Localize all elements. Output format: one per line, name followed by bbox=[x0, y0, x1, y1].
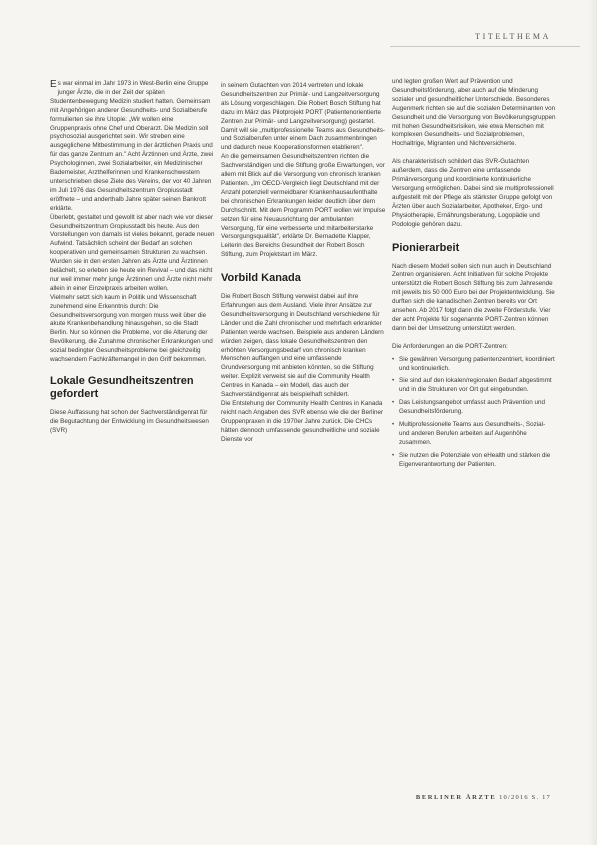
paragraph: An die gemeinsamen Gesundheitszentren richten die Sachverständigen und die Stiftung große Erwartungen, vor allem mit Blick auf die Versorgung von chronisch kranken Patienten. „Im OECD-Vergleich liegt Deutschland mit der Anzahl potenziell vermeidbarer Krankenhausaufenthalte bei chronischen Erkrankungen leider deutlich über dem Durchschnitt. Mit dem Programm PORT wollen wir Impulse setzen für eine Neuausrichtung der ambulanten Versorgung, für eine verbesserte und mitarbeiterstarke Versorgungsqualität", erklärte Dr. Bernadette Klapper, Leiterin des Bereichs Gesundheit der Robert Bosch Stiftung, zum Projektstart im März. bbox=[221, 153, 386, 259]
section-rubric: TITELTHEMA bbox=[475, 32, 551, 41]
issue-page: 10/2016 S. 17 bbox=[499, 794, 551, 801]
paragraph: Die Anforderungen an die PORT-Zentren: bbox=[392, 342, 508, 350]
paragraph: in seinem Gutachten von 2014 vertreten und lokale Gesundheitszentren zur Primär- und Langzeitversorgung als Lösung vorgeschlagen. Die Robert Bosch Stiftung hat dazu im März das Pilotprojekt PORT (Patientenorientierte Zentren zur Primär- und Langzeitversorgung) gestartet. Damit will sie „multiprofessionelle Teams aus Gesundheits- und Sozialberufen unter einem Dach zusammenbringen und dadurch neue Kooperationsformen etablieren". bbox=[221, 82, 386, 152]
column-1 bbox=[50, 80, 215, 436]
paragraph: Die Robert Bosch Stiftung verweist dabei auf ihre Erfahrungen aus dem Ausland. Viele ihrer Ansätze zur Gesundheitsversorgung in Deutschland verschiedene für Länder und die Zahl chronischer und mehrfach erkrankter Patienten werde wachsen. Beispiele aus anderen Ländern würden zeigen, dass lokale Gesundheitszentren den erhöhten Versorgungsbedarf von chronisch kranken Menschen auffangen und eine umfassende Grundversorgung mit anbieten könnten, so die Stiftung weiter. Explizit verweist sie auf die Community Health Centres in Kanada – ein Modell, das auch der Sachverständigenrat als beispielhaft schildert. bbox=[221, 293, 384, 399]
rubric-rule bbox=[390, 46, 580, 47]
column-2 bbox=[221, 82, 386, 445]
page-edge-shadow bbox=[589, 0, 597, 845]
paragraph: Überlebt, gestaltet und gewollt ist aber nach wie vor dieser Gesundheitszentrum Gropiusstadt bis heute. Aus den Vorstellungen von damals ist vieles bekannt, gerade neuen Aufwind. Tatsächlich scheint der Bedarf an solchen kooperativen und gemeinsamen Strukturen zu wachsen. Wurden sie in den ersten Jahren als Ärzte und Ärztinnen belächelt, so erleben sie heute ein Revival – und das nicht nur weil immer mehr junge Ärztinnen und Ärzte nicht mehr allein in einer Einzelpraxis arbeiten wollen. bbox=[50, 213, 215, 292]
subheading: Lokale Gesundheitszentren gefordert bbox=[50, 375, 194, 400]
subheading: Pionierarbeit bbox=[392, 241, 460, 254]
list-item: • Das Leistungsangebot umfasst auch Prävention und Gesundheitsförderung. bbox=[392, 399, 557, 417]
column-3 bbox=[392, 78, 557, 474]
paragraph: und legten großen Wert auf Prävention und Gesundheitsförderung, aber auch auf die Minderung sozialer und gesundheitlicher Unterschiede. Besonderes Augenmerk richten sie auf die sozialen Determinanten von Gesundheit und die Versorgung von Bevölkerungsgruppen mit hohen Gesundheitsrisiken, wie etwa Menschen mit komplexen Gesundheits- und Sozialproblemen, Hochaltrige, Migranten und Nichtversicherte. bbox=[392, 78, 556, 148]
page-footer bbox=[416, 794, 551, 801]
intro-paragraph bbox=[50, 80, 215, 214]
paragraph: Vielmehr setzt sich kaum in Politik und Wissenschaft zunehmend eine Erkenntnis durch: Die Gesundheitsversorgung von morgen muss weit über die akute Krankenbehandlung hinausgehen, so die Stadt Berlin. Nur so können die Probleme, vor die Alterung der Bevölkerung, die Zunahme chronischer Erkrankungen und sozial bedingter Gesundheitsprobleme bei gleichzeitig wachsendem Fachkräftemangel in den Griff bekommen. bbox=[50, 293, 213, 364]
list-item: • Sie nutzen die Potenziale von eHealth und stärken die Eigenverantwortung der Patienten. bbox=[392, 452, 557, 470]
list-item: • Sie sind auf den lokalen/regionalen Bedarf abgestimmt und in die Strukturen vor Ort gut eingebunden. bbox=[392, 377, 557, 395]
journal-name: BERLINER ÄRZTE bbox=[415, 794, 497, 801]
list-item: • Multiprofessionelle Teams aus Gesundheits-, Sozial- und anderen Berufen arbeiten auf Augenhöhe zusammen. bbox=[392, 421, 557, 448]
paragraph-gap bbox=[392, 149, 557, 158]
drop-cap: E bbox=[50, 79, 57, 90]
list-item: • Sie gewähren Versorgung patientenzentriert, koordiniert und kontinuierlich. bbox=[392, 356, 557, 374]
paragraph: Die Entstehung der Community Health Centres in Kanada reicht nach Angaben des SVR ebenso wie die der Berliner Gruppenpraxen in die 1970er Jahre zurück. Die CHCs hätten dennoch umfassende gesundheitliche und soziale Dienste vor bbox=[221, 400, 384, 443]
paragraph: Nach diesem Modell sollen sich nun auch in Deutschland Zentren organisieren. Acht Initiativen für solche Projekte unterstützt die Robert Bosch Stiftung bis zum Jahresende mit jeweils bis 50 000 Euro bei der Projektentwicklung. Sie durften sich die kanadischen Zentren bereits vor Ort ansehen. Ab 2017 folgt dann die zweite Förderstufe. Vier der acht Projekte für sogenannte PORT-Zentren können dann bei der Umsetzung unterstützt werden. bbox=[392, 262, 555, 332]
paragraph: Diese Auffassung hat schon der Sachverständigenrat für die Begutachtung der Entwicklung im Gesundheitswesen (SVR) bbox=[50, 409, 209, 434]
paragraph-gap bbox=[392, 334, 557, 343]
subheading: Vorbild Kanada bbox=[221, 272, 301, 285]
paragraph-text: s war einmal im Jahr 1973 in West-Berlin eine Gruppe junger Ärzte, die in der Zeit der späten Studentenbewegung Medizin studiert hatten. Gemeinsam mit Angehörigen anderer Gesundheits- und Sozialberufe formulierten sie ihre Utopie: „Wir wollen eine Gruppenpraxis ohne Chef und Oberarzt. Die Medizin soll psychosozial ausgerichtet sein. Wir streben eine ausgeglichene Mitbestimmung in der ärztlichen Praxis und für das ganze Zentrum an." Acht Ärztinnen und Ärzte, zwei Psychologinnen, zwei Sozialarbeiter, ein Medizinischer Bademeister, Arzthelferinnen und Krankenschwestern unterschrieben diese Ziele des Vereins, der vor 40 Jahren im Juli 1976 das Gesundheitszentrum Gropiusstadt eröffnete – und anderthalb Jahre später seinen Bankrott erklärte. bbox=[50, 80, 214, 212]
paragraph: Als charakteristisch schildert das SVR-Gutachten außerdem, dass die Zentren eine umfassende Primärversorgung und koordinierte kontinuierliche Versorgung ermöglichen. Dabei sind sie multiprofessionell aufgestellt mit der Pflege als stärkster Gruppe gefolgt von Ärzten über auch Sozialarbeiter, Apotheker, Ergo- und Physiotherapie, Ernährungsberatung, Logopädie und Podologie gehören dazu. bbox=[392, 158, 554, 228]
requirements-list bbox=[392, 356, 557, 470]
